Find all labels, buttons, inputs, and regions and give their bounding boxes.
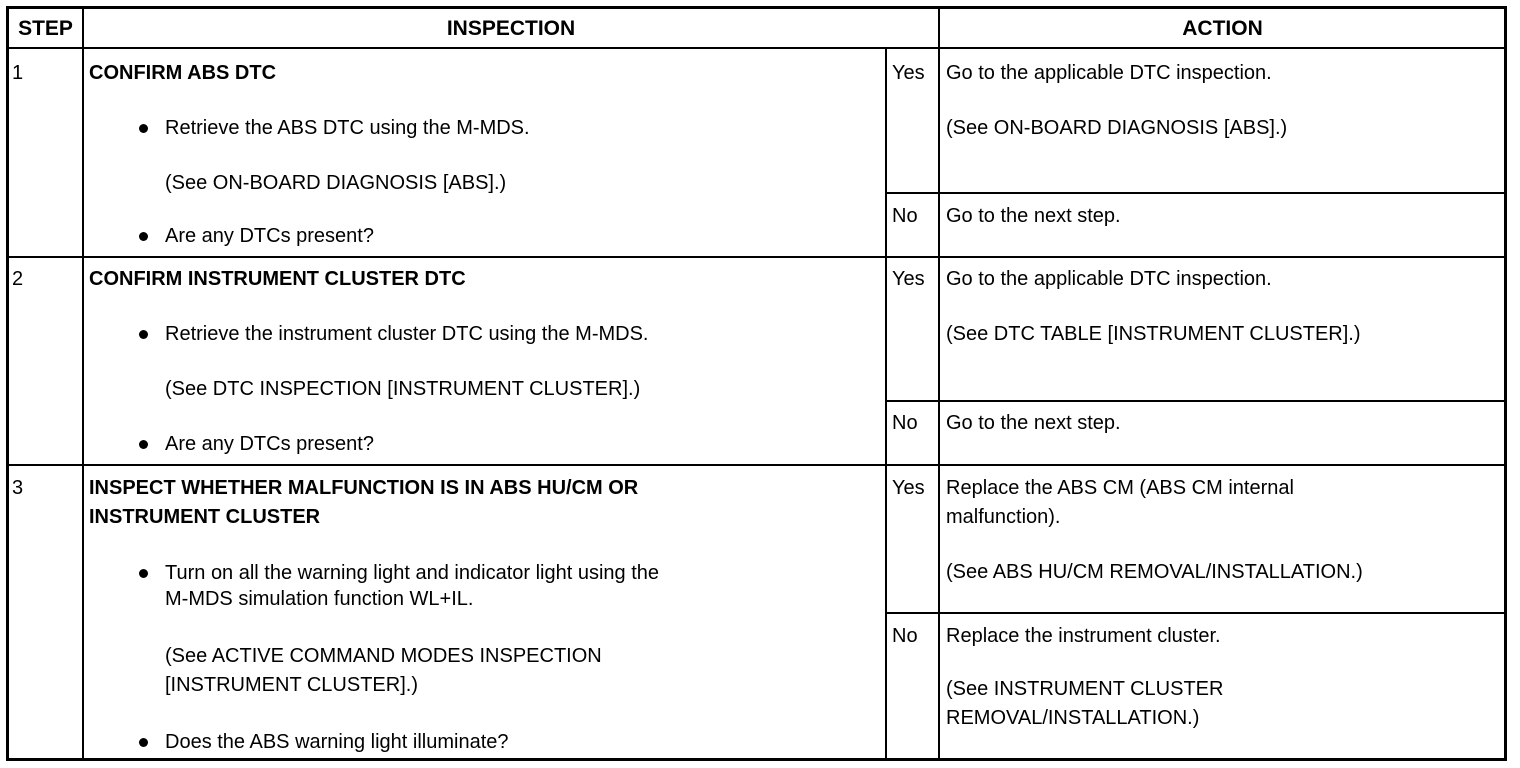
bullet-icon [139,569,148,578]
yes-label: Yes [892,268,925,290]
yes-action-reference: (See DTC TABLE [INSTRUMENT CLUSTER].) [946,323,1361,345]
no-action: Go to the next step. [946,412,1121,434]
no-label: No [892,205,918,227]
yes-action: Replace the ABS CM (ABS CM internal [946,477,1294,499]
bullet-icon [139,232,148,241]
inspection-reference: (See DTC INSPECTION [INSTRUMENT CLUSTER].) [165,378,641,400]
inspection-reference-continued: [INSTRUMENT CLUSTER].) [165,674,418,696]
inspection-reference: (See ACTIVE COMMAND MODES INSPECTION [165,645,602,667]
row1-yes-no-divider [886,192,1505,194]
row3-yes-no-divider [886,612,1505,614]
col-divider-yesno [938,8,940,759]
inspection-item: Turn on all the warning light and indicator light using the [165,562,660,584]
step-number: 3 [12,477,24,499]
inspection-item: Retrieve the instrument cluster DTC using the M-MDS. [165,323,649,345]
no-label: No [892,412,918,434]
inspection-title: CONFIRM INSTRUMENT CLUSTER DTC [89,268,466,290]
row2-yes-no-divider [886,400,1505,402]
yes-action-reference: (See ON-BOARD DIAGNOSIS [ABS].) [946,117,1288,139]
bullet-icon [139,440,148,449]
row-divider-2-3 [8,464,1505,466]
inspection-question: Does the ABS warning light illuminate? [165,731,509,753]
header-step: STEP [18,17,73,40]
no-action: Go to the next step. [946,205,1121,227]
no-label: No [892,625,918,647]
col-divider-step [82,8,84,759]
yes-action-reference: (See ABS HU/CM REMOVAL/INSTALLATION.) [946,561,1363,583]
no-action: Replace the instrument cluster. [946,625,1221,647]
bullet-icon [139,124,148,133]
yes-action: Go to the applicable DTC inspection. [946,62,1272,84]
inspection-item-continued: M-MDS simulation function WL+IL. [165,588,474,610]
no-action-reference-continued: REMOVAL/INSTALLATION.) [946,707,1200,729]
inspection-title-continued: INSTRUMENT CLUSTER [89,506,321,528]
inspection-reference: (See ON-BOARD DIAGNOSIS [ABS].) [165,172,507,194]
inspection-title: CONFIRM ABS DTC [89,62,277,84]
step-number: 2 [12,268,24,290]
bullet-icon [139,738,148,747]
inspection-question: Are any DTCs present? [165,433,374,455]
step-number: 1 [12,62,24,84]
row-divider-1-2 [8,256,1505,258]
col-divider-inspection [885,48,887,759]
bullet-icon [139,330,148,339]
header-action: ACTION [1182,17,1263,40]
inspection-item: Retrieve the ABS DTC using the M-MDS. [165,117,530,139]
inspection-question: Are any DTCs present? [165,225,374,247]
yes-action: Go to the applicable DTC inspection. [946,268,1272,290]
yes-action-continued: malfunction). [946,506,1061,528]
yes-label: Yes [892,62,925,84]
inspection-title: INSPECT WHETHER MALFUNCTION IS IN ABS HU/CM OR [89,477,639,499]
header-inspection: INSPECTION [446,17,576,40]
header-divider [8,47,1505,49]
no-action-reference: (See INSTRUMENT CLUSTER [946,678,1224,700]
yes-label: Yes [892,477,925,499]
